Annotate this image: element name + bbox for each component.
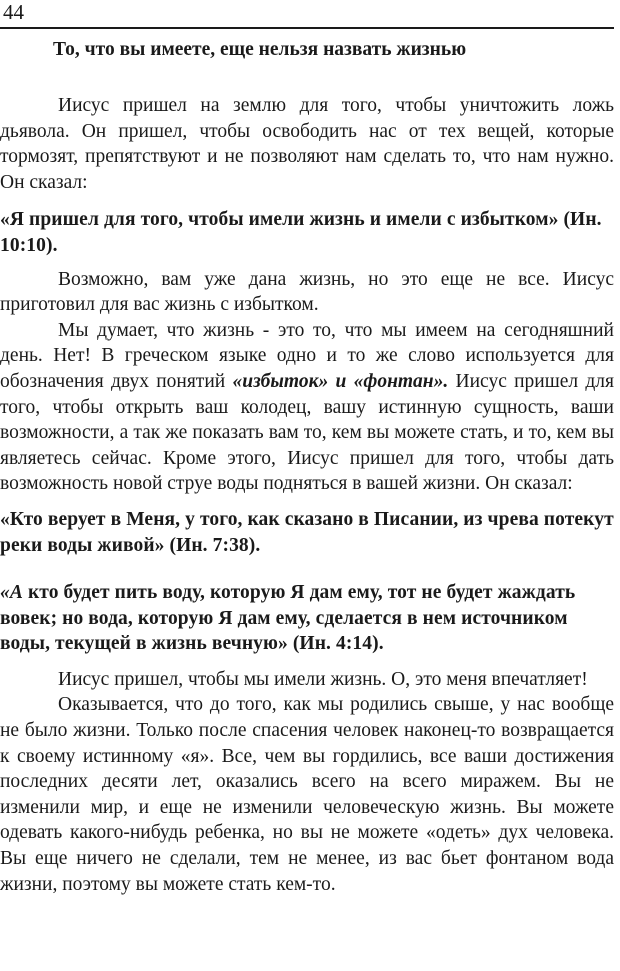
scripture-quote-2: «Кто верует в Меня, у того, как сказано в Писании, из чрева потекут реки воды живой» (Ин. 7:38). bbox=[0, 508, 614, 556]
term-fountain: «фонтан». bbox=[353, 370, 449, 392]
paragraph-1: Иисус пришел на землю для того, чтобы уничтожить ложь дьявола. Он пришел, чтобы освободить нас от тех вещей, которые тормозят, препятствуют и не позволяют нам сделать то, что нам нужно. Он сказал: bbox=[0, 95, 614, 193]
paragraph-3 bbox=[0, 318, 614, 497]
scripture-quote-3 bbox=[0, 580, 614, 657]
paragraph-3-text-b: Иисус пришел для того, чтобы открыть ваш колодец, вашу истинную сущность, ваши возможности, а так же показать вам то, кем вы можете стать, и то, кем вы являетесь сейчас. Кроме этого, Иисус пришел для того, чтобы дать возможность новой струе воды подняться в вашей жизни. Он сказал: bbox=[0, 370, 615, 495]
paragraph-3-text-a: Мы думает, что жизнь - это то, что мы имеем на сегодняшний день. Нет! В греческом языке одно и то же слово используется для обозначения двух понятий bbox=[0, 319, 614, 392]
body-text bbox=[0, 93, 614, 897]
paragraph-2: Возможно, вам уже дана жизнь, но это еще не все. Иисус приготовил для вас жизнь с избытком. bbox=[0, 268, 614, 316]
paragraph-4: Иисус пришел, чтобы мы имели жизнь. О, это меня впечатляет! bbox=[58, 668, 588, 690]
quote-3-rest: кто будет пить воду, которую Я дам ему, тот не будет жаждать вовек; но вода, которую Я дам ему, сделается в нем источником воды, текущей в жизнь вечную» (Ин. 4:14). bbox=[0, 582, 576, 655]
term-abundance: «избыток» bbox=[232, 370, 329, 392]
paragraph-5: Оказывается, что до того, как мы родились свыше, у нас вообще не было жизни. Только после спасения человек наконец-то возвращается к своему истинному «я». Все, чем вы гордились, все ваши достижения последних десяти лет, оказались всего на всего миражем. Вы не изменили мир, и еще не изменили человеческую жизнь. Вы можете одевать какого-нибудь ребенка, но вы не можете «одеть» дух человека. Вы еще ничего не сделали, тем не менее, из вас бьет фонтаном вода жизни, поэтому вы можете стать кем-то. bbox=[0, 694, 614, 895]
term-conjunction: и bbox=[328, 370, 354, 392]
section-heading: То, что вы имеете, еще нельзя назвать жизнью bbox=[53, 39, 467, 60]
page-number: 44 bbox=[3, 0, 24, 24]
header-rule bbox=[0, 27, 614, 29]
scripture-quote-1: «Я пришел для того, чтобы имели жизнь и имели с избытком» (Ин. 10:10). bbox=[0, 209, 602, 256]
quote-3-opening: «А bbox=[0, 582, 23, 604]
